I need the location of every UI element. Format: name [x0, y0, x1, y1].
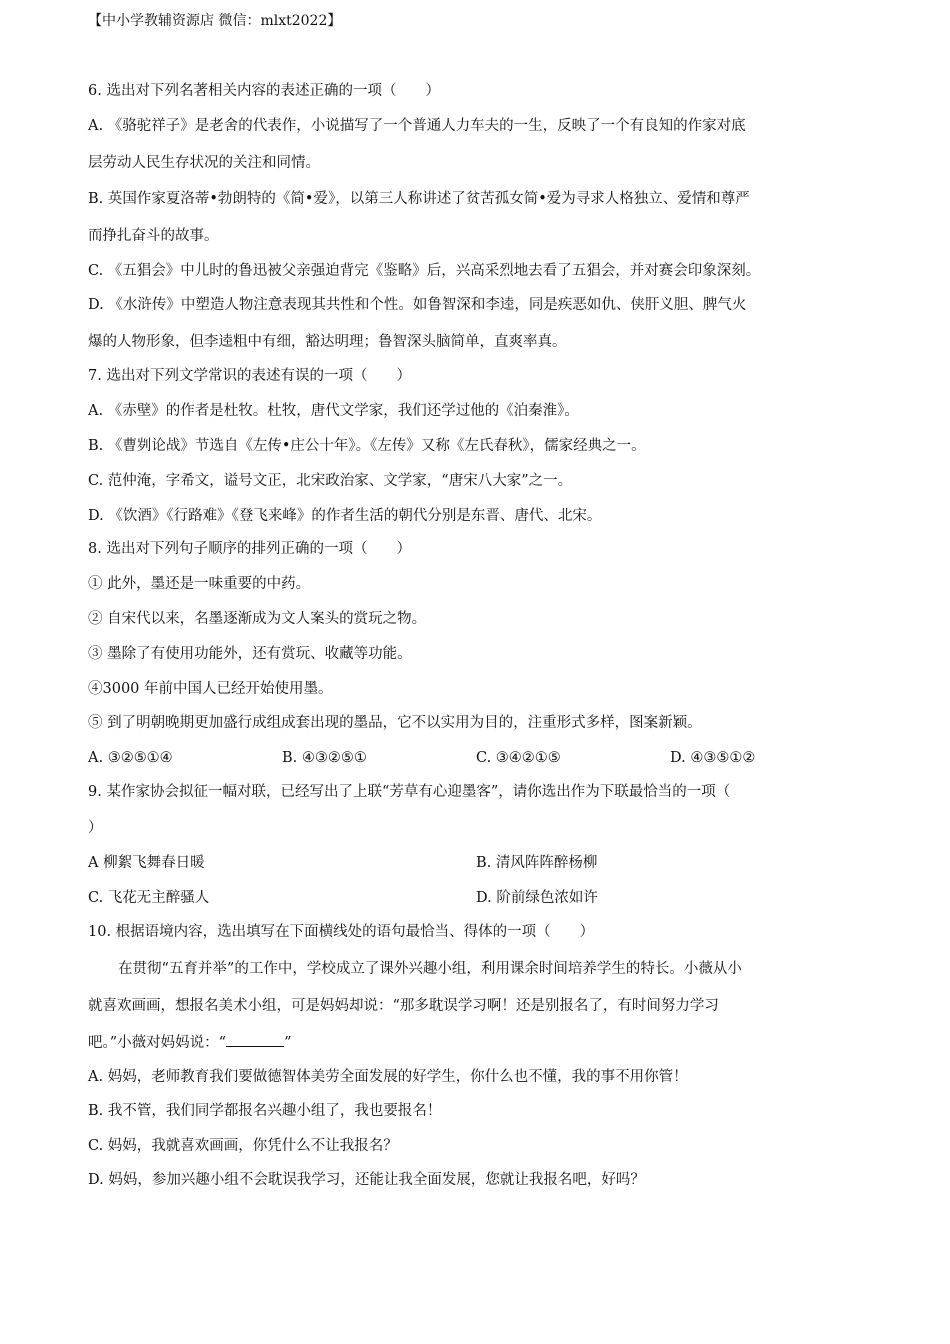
q8-sentence-5: ⑤ 到了明朝晚期更加盛行成组成套出现的墨品，它不以实用为目的，注重形式多样，图案新颖。	[88, 715, 702, 731]
q9-option-c: C. 飞花无主醉骚人	[88, 890, 210, 906]
q10-passage-line2: 就喜欢画画，想报名美术小组，可是妈妈却说：“那多耽误学习啊！还是别报名了，有时间努力学习	[88, 998, 719, 1014]
q8-option-b: B. ④③②⑤①	[282, 750, 367, 766]
q8-sentence-2: ② 自宋代以来，名墨逐渐成为文人案头的赏玩之物。	[88, 611, 427, 627]
q7-option-a: A. 《赤壁》的作者是杜牧。杜牧，唐代文学家，我们还学过他的《泊秦淮》。	[88, 403, 579, 419]
q6-option-c: C. 《五猖会》中儿时的鲁迅被父亲强迫背完《鉴略》后，兴高采烈地去看了五猖会，并对赛会印象深刻。	[88, 263, 761, 279]
q6-option-a-line1: A. 《骆驼祥子》是老舍的代表作，小说描写了一个普通人力车夫的一生，反映了一个有良知的作家对底	[88, 118, 746, 134]
q7-stem: 7. 选出对下列文学常识的表述有误的一项（ ）	[88, 368, 411, 384]
q7-option-b: B. 《曹刿论战》节选自《左传•庄公十年》。《左传》又称《左氏春秋》，儒家经典之一。	[88, 438, 646, 454]
q8-option-a: A. ③②⑤①④	[88, 750, 173, 766]
q6-option-d-line1: D. 《水浒传》中塑造人物注意表现其共性和个性。如鲁智深和李逵，同是疾恶如仇、侠肝义胆、脾气火	[88, 297, 747, 313]
q9-option-d: D. 阶前绿色浓如许	[476, 890, 598, 906]
q8-options-row	[88, 748, 863, 768]
q9-options-row-1	[88, 853, 863, 873]
q10-option-c: C. 妈妈，我就喜欢画画，你凭什么不让我报名？	[88, 1138, 398, 1154]
q8-sentence-4: ④3000 年前中国人已经开始使用墨。	[88, 681, 333, 697]
answer-blank	[226, 1032, 284, 1047]
q8-sentence-1: ① 此外，墨还是一味重要的中药。	[88, 576, 311, 592]
q8-option-c: C. ③④②①⑤	[476, 750, 561, 766]
q6-option-a-line2: 层劳动人民生存状况的关注和同情。	[88, 155, 320, 171]
q8-sentence-3: ③ 墨除了有使用功能外，还有赏玩、收藏等功能。	[88, 646, 412, 662]
q7-option-d: D. 《饮酒》《行路难》《登飞来峰》的作者生活的朝代分别是东晋、唐代、北宋。	[88, 508, 602, 524]
q8-option-d: D. ④③⑤①②	[670, 750, 756, 766]
q10-passage-line3-close: ”	[284, 1035, 292, 1051]
q10-option-a: A. 妈妈，老师教育我们要做德智体美劳全面发展的好学生，你什么也不懂，我的事不用你管！	[88, 1069, 688, 1085]
q9-stem-line2: ）	[88, 820, 103, 836]
q6-option-b-line2: 而挣扎奋斗的故事。	[88, 228, 219, 244]
q6-option-b-line1: B. 英国作家夏洛蒂•勃朗特的《简•爱》，以第三人称讲述了贫苦孤女简•爱为寻求人格独立、爱情和尊严	[88, 191, 750, 207]
q10-stem: 10. 根据语境内容，选出填写在下面横线处的语句最恰当、得体的一项（ ）	[88, 924, 595, 940]
q6-stem: 6. 选出对下列名著相关内容的表述正确的一项（ ）	[88, 83, 440, 99]
q9-option-b: B. 清风阵阵醉杨柳	[476, 855, 598, 871]
q10-passage-line3	[88, 1032, 292, 1053]
page-header: 【中小学教辅资源店 微信：mlxt2022】	[88, 13, 342, 29]
q9-options-row-2	[88, 888, 863, 908]
q10-option-d: D. 妈妈，参加兴趣小组不会耽误我学习，还能让我全面发展，您就让我报名吧，好吗？	[88, 1172, 645, 1188]
q9-option-a: A 柳絮飞舞春日暖	[88, 855, 205, 871]
q10-option-b: B. 我不管，我们同学都报名兴趣小组了，我也要报名！	[88, 1103, 442, 1119]
q6-option-d-line2: 爆的人物形象，但李逵粗中有细，豁达明理；鲁智深头脑简单，直爽率真。	[88, 334, 567, 350]
q10-passage-line1: 在贯彻“五育并举”的工作中，学校成立了课外兴趣小组，利用课余时间培养学生的特长。小薇从小	[118, 961, 742, 977]
q9-stem-line1: 9. 某作家协会拟征一幅对联，已经写出了上联“芳草有心迎墨客”，请你选出作为下联最恰当的一项（	[88, 784, 731, 800]
q10-passage-line3-text: 吧。”小薇对妈妈说：“	[88, 1035, 227, 1051]
q8-stem: 8. 选出对下列句子顺序的排列正确的一项（ ）	[88, 541, 411, 557]
q7-option-c: C. 范仲淹，字希文，谥号文正，北宋政治家、文学家，“唐宋八大家”之一。	[88, 473, 573, 489]
